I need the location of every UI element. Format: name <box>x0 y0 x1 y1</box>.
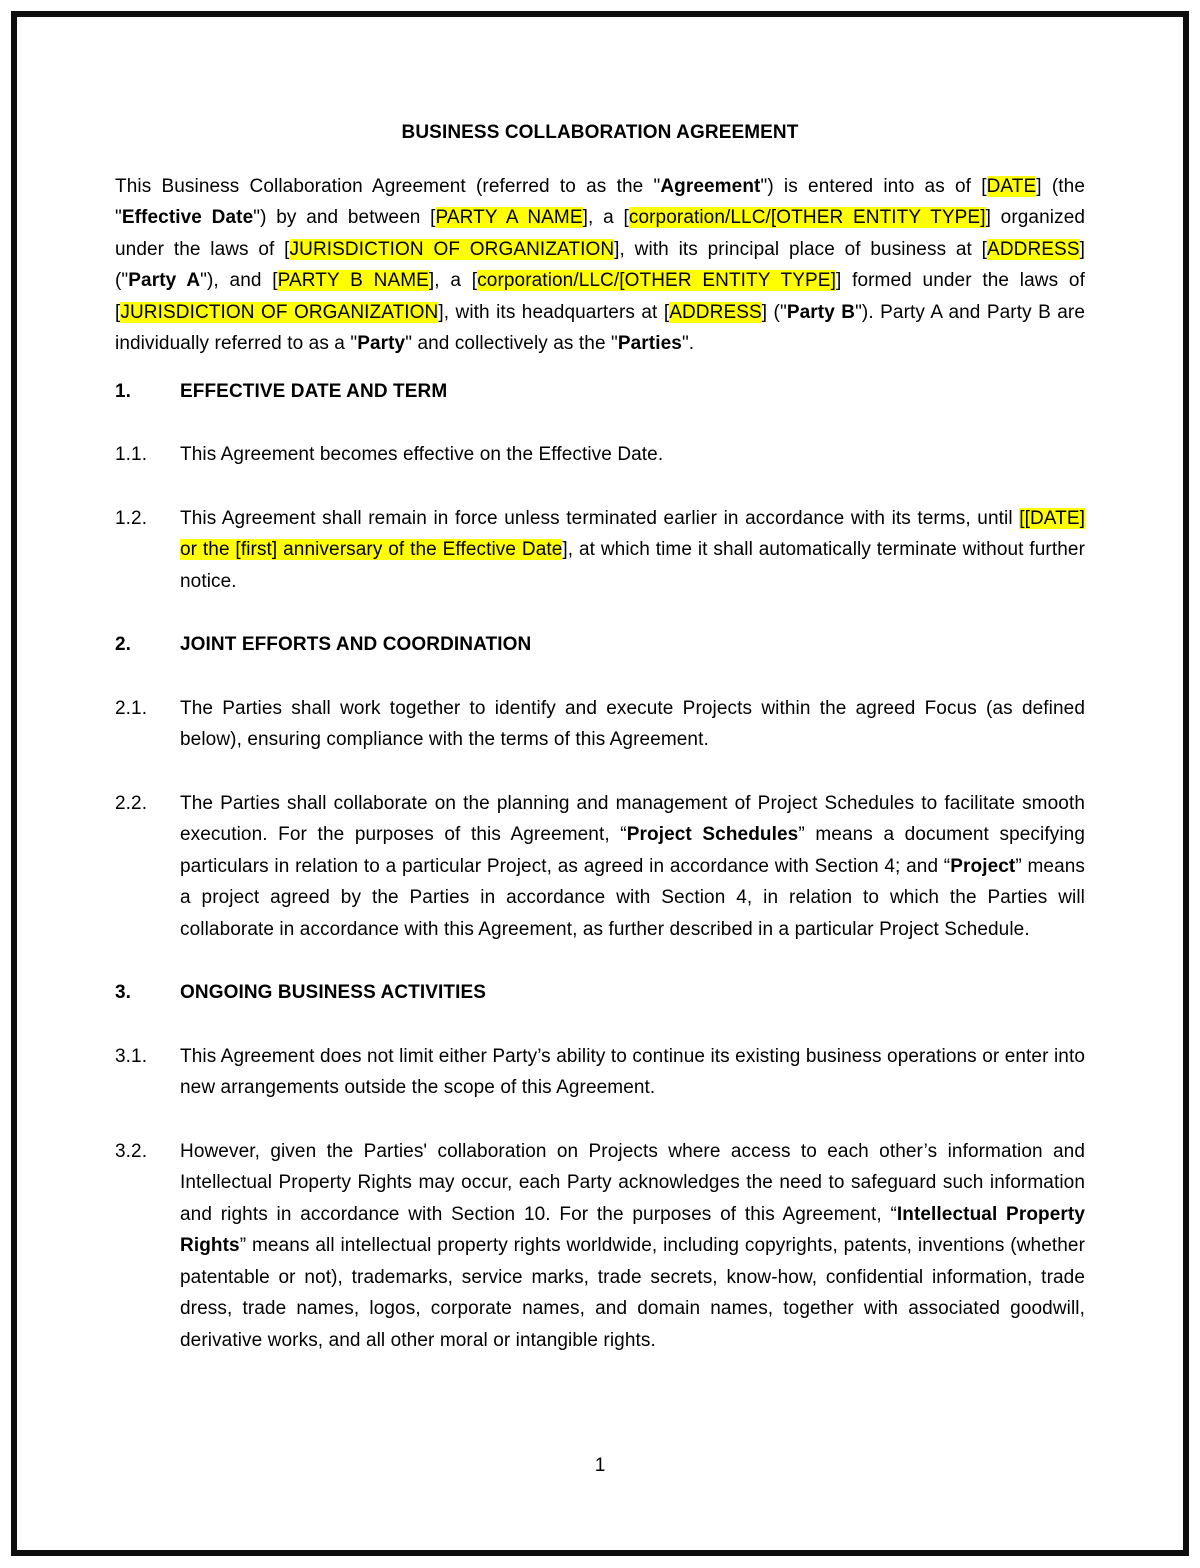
intro-paragraph <box>115 171 1085 360</box>
text-run: ] formed under the laws of [ <box>115 270 1085 323</box>
document-title: BUSINESS COLLABORATION AGREEMENT <box>401 122 799 143</box>
defined-term: Project <box>950 855 1016 877</box>
text-run: ], a [ <box>582 207 629 228</box>
clause-number: 3.2. <box>115 1140 148 1162</box>
text-run: ” means a document specifying particulars in relation to a particular Project, as agreed in accordance with Section 4; and “ <box>180 824 1085 877</box>
text-run: "). Party A and Party B are individually referred to as a " <box>115 301 1086 354</box>
text-run: ] organized under the laws of [ <box>115 207 1086 260</box>
placeholder-highlight: corporation/LLC/[OTHER ENTITY TYPE] <box>477 270 836 291</box>
text-run: The Parties shall work together to identify and execute Projects within the agreed Focus (as defined below), ensuring compliance with the terms of this Agreement. <box>180 697 1085 750</box>
clause-3-1 <box>115 1041 1085 1104</box>
text-run: ") is entered into as of [ <box>760 175 987 197</box>
section-number: 2. <box>115 634 132 655</box>
clause-text <box>180 508 1085 592</box>
text-run: ". <box>681 333 695 354</box>
section-heading-text: EFFECTIVE DATE AND TERM <box>180 380 448 402</box>
clause-text <box>180 793 1085 940</box>
clause-2-1 <box>115 693 1085 756</box>
text-run: ") by and between [ <box>253 207 436 228</box>
defined-term: Intellectual Property Rights <box>180 1203 1085 1256</box>
clause-text <box>180 698 1085 751</box>
clause-text <box>180 444 663 465</box>
text-run: ], at which time it shall automatically terminate without further notice. <box>180 539 1085 592</box>
clause-number: 2.1. <box>115 697 148 719</box>
text-run: ] (the " <box>115 175 1085 228</box>
text-run: " and collectively as the " <box>405 333 618 354</box>
clause-number: 1.1. <box>115 444 148 465</box>
defined-term: Agreement <box>660 175 761 197</box>
defined-term: Party B <box>786 301 856 323</box>
text-run: This Agreement shall remain in force unless terminated earlier in accordance with its terms, until <box>180 507 1020 529</box>
defined-term: Project Schedules <box>626 824 799 845</box>
defined-term: Party A <box>128 270 201 291</box>
clause-number: 3.1. <box>115 1045 148 1067</box>
page-number: 1 <box>594 1455 606 1476</box>
section-heading-text: ONGOING BUSINESS ACTIVITIES <box>180 982 487 1003</box>
text-run: ], a [ <box>428 270 478 291</box>
text-run: ] (" <box>761 301 787 323</box>
defined-term: Effective Date <box>121 207 254 228</box>
clause-3-2 <box>115 1136 1085 1357</box>
text-run: "), and [ <box>200 270 278 291</box>
placeholder-highlight: PARTY A NAME <box>435 207 583 228</box>
placeholder-highlight: ADDRESS <box>987 238 1080 260</box>
placeholder-highlight: JURISDICTION OF ORGANIZATION <box>289 238 615 260</box>
text-run: This Business Collaboration Agreement (referred to as the " <box>115 175 661 197</box>
clause-1-1 <box>115 439 1085 471</box>
placeholder-highlight: [[DATE] or the [first] anniversary of the Effective Date <box>180 507 1085 560</box>
document-body <box>115 0 1085 1356</box>
text-run: ” means a project agreed by the Parties in accordance with Section 4, in relation to which the Parties will collaborate in accordance with this Agreement, as further described in a particular Project Schedule. <box>180 855 1086 940</box>
text-run: ], with its headquarters at [ <box>438 301 670 323</box>
section-heading-1 <box>115 376 1085 408</box>
text-run: ], with its principal place of business at [ <box>614 238 988 260</box>
placeholder-highlight: corporation/LLC/[OTHER ENTITY TYPE] <box>628 207 986 228</box>
text-run: However, given the Parties' collaboration on Projects where access to each other’s information and Intellectual Property Rights may occur, each Party acknowledges the need to safeguard such information and rights in accordance with Section 10. For the purposes of this Agreement, “ <box>180 1140 1085 1225</box>
text-run: ] (" <box>115 238 1085 291</box>
defined-term: Party <box>357 333 406 354</box>
clause-2-2 <box>115 788 1085 946</box>
text-run: The Parties shall collaborate on the planning and management of Project Schedules to facilitate smooth execution. For the purposes of this Agreement, “ <box>180 792 1085 845</box>
placeholder-highlight: PARTY B NAME <box>277 270 429 291</box>
placeholder-highlight: JURISDICTION OF ORGANIZATION <box>120 301 439 323</box>
defined-term: Parties <box>617 333 682 354</box>
placeholder-highlight: DATE <box>986 175 1037 197</box>
section-number: 3. <box>115 982 132 1003</box>
text-run: ” means all intellectual property rights worldwide, including copyrights, patents, inventions (whether patentable or not), trademarks, service marks, trade secrets, know-how, confidential information, trade dress, trade names, logos, corporate names, and domain names, together with associated goodwill, derivative works, and all other moral or intangible rights. <box>180 1235 1085 1351</box>
clause-text <box>180 1141 1085 1351</box>
text-run: This Agreement becomes effective on the Effective Date. <box>180 444 664 465</box>
clause-1-2 <box>115 503 1085 598</box>
placeholder-highlight: ADDRESS <box>669 301 762 323</box>
section-number: 1. <box>115 380 132 402</box>
section-heading-text: JOINT EFFORTS AND COORDINATION <box>180 634 532 655</box>
clause-number: 1.2. <box>115 507 148 529</box>
section-heading-2 <box>115 629 1085 661</box>
section-heading-3 <box>115 977 1085 1009</box>
clause-number: 2.2. <box>115 792 148 814</box>
clause-text <box>180 1046 1085 1099</box>
text-run: This Agreement does not limit either Party’s ability to continue its existing business operations or enter into new arrangements outside the scope of this Agreement. <box>180 1045 1085 1098</box>
